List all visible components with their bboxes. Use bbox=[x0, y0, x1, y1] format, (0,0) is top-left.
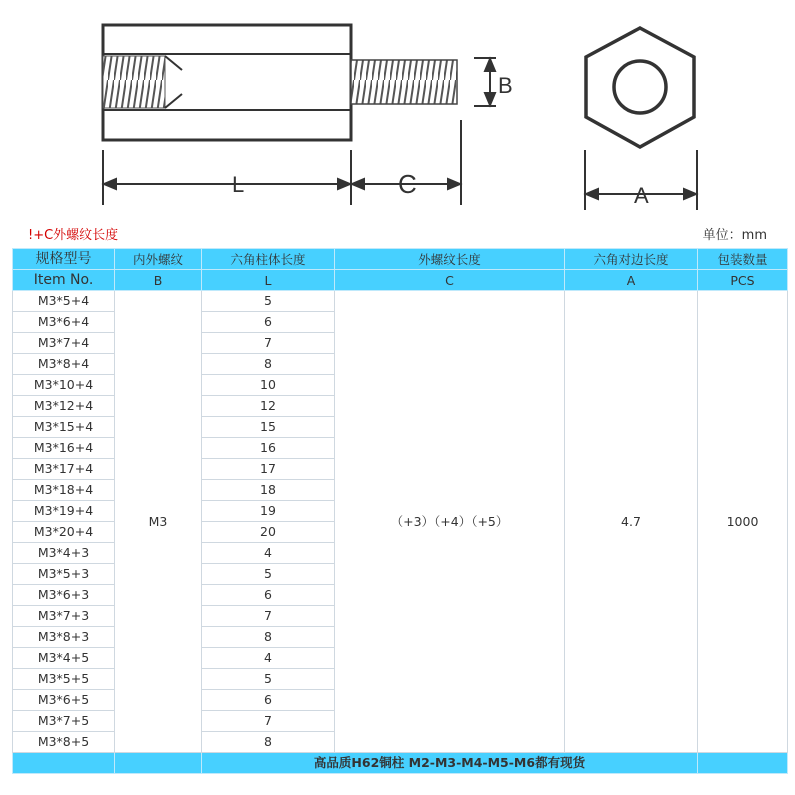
footer-pad-right bbox=[698, 753, 788, 774]
spacer-dimension-diagram bbox=[0, 0, 795, 222]
thread-length-note: !+C外螺纹长度 bbox=[28, 228, 119, 243]
length-cell: 8 bbox=[202, 354, 335, 375]
header-a-cn: 六角对边长度 bbox=[565, 249, 698, 270]
length-cell: 16 bbox=[202, 438, 335, 459]
table-row bbox=[13, 291, 788, 312]
item-no-cell: M3*8+3 bbox=[13, 627, 115, 648]
item-no-cell: M3*7+5 bbox=[13, 711, 115, 732]
item-no-cell: M3*5+5 bbox=[13, 669, 115, 690]
item-no-cell: M3*8+4 bbox=[13, 354, 115, 375]
length-cell: 18 bbox=[202, 480, 335, 501]
footer-pad-b bbox=[115, 753, 202, 774]
length-cell: 15 bbox=[202, 417, 335, 438]
header-pcs-en: PCS bbox=[698, 270, 788, 291]
length-cell: 5 bbox=[202, 669, 335, 690]
header-row-cn bbox=[13, 249, 788, 270]
header-row-en bbox=[13, 270, 788, 291]
footer-row bbox=[13, 753, 788, 774]
header-b-en: B bbox=[115, 270, 202, 291]
item-no-cell: M3*4+5 bbox=[13, 648, 115, 669]
length-cell: 8 bbox=[202, 732, 335, 753]
item-no-cell: M3*6+4 bbox=[13, 312, 115, 333]
pcs-cell: 1000 bbox=[698, 291, 788, 753]
label-A: A bbox=[634, 183, 649, 208]
length-cell: 19 bbox=[202, 501, 335, 522]
item-no-cell: M3*12+4 bbox=[13, 396, 115, 417]
label-C: C bbox=[398, 169, 417, 199]
length-cell: 10 bbox=[202, 375, 335, 396]
length-cell: 17 bbox=[202, 459, 335, 480]
item-no-cell: M3*8+5 bbox=[13, 732, 115, 753]
item-no-cell: M3*6+3 bbox=[13, 585, 115, 606]
length-cell: 6 bbox=[202, 312, 335, 333]
length-cell: 6 bbox=[202, 690, 335, 711]
external-thread bbox=[351, 60, 457, 104]
item-no-cell: M3*7+4 bbox=[13, 333, 115, 354]
item-no-cell: M3*10+4 bbox=[13, 375, 115, 396]
header-b-cn: 内外螺纹 bbox=[115, 249, 202, 270]
header-item-en: Item No. bbox=[13, 270, 115, 291]
length-cell: 4 bbox=[202, 648, 335, 669]
length-cell: 5 bbox=[202, 564, 335, 585]
length-cell: 12 bbox=[202, 396, 335, 417]
item-no-cell: M3*20+4 bbox=[13, 522, 115, 543]
header-l-cn: 六角柱体长度 bbox=[202, 249, 335, 270]
length-cell: 7 bbox=[202, 606, 335, 627]
item-no-cell: M3*4+3 bbox=[13, 543, 115, 564]
item-no-cell: M3*7+3 bbox=[13, 606, 115, 627]
footer-pad-left bbox=[13, 753, 115, 774]
spec-table bbox=[12, 248, 788, 774]
header-l-en: L bbox=[202, 270, 335, 291]
header-c-cn: 外螺纹长度 bbox=[335, 249, 565, 270]
footer-note: 高品质H62铜柱 M2-M3-M4-M5-M6都有现货 bbox=[202, 753, 698, 774]
item-no-cell: M3*6+5 bbox=[13, 690, 115, 711]
hex-width-cell: 4.7 bbox=[565, 291, 698, 753]
thread-length-cell: （+3）（+4）（+5） bbox=[335, 291, 565, 753]
item-no-cell: M3*17+4 bbox=[13, 459, 115, 480]
hex-body-side-view bbox=[103, 25, 351, 140]
header-pcs-cn: 包装数量 bbox=[698, 249, 788, 270]
inner-thread-cell: M3 bbox=[115, 291, 202, 753]
item-no-cell: M3*15+4 bbox=[13, 417, 115, 438]
header-c-en: C bbox=[335, 270, 565, 291]
unit-note: 单位：mm bbox=[702, 228, 767, 243]
length-cell: 5 bbox=[202, 291, 335, 312]
item-no-cell: M3*5+4 bbox=[13, 291, 115, 312]
item-no-cell: M3*19+4 bbox=[13, 501, 115, 522]
length-cell: 7 bbox=[202, 711, 335, 732]
header-a-en: A bbox=[565, 270, 698, 291]
spec-table-body bbox=[13, 291, 788, 753]
header-item-cn: 规格型号 bbox=[13, 249, 115, 270]
item-no-cell: M3*5+3 bbox=[13, 564, 115, 585]
item-no-cell: M3*16+4 bbox=[13, 438, 115, 459]
length-cell: 4 bbox=[202, 543, 335, 564]
item-no-cell: M3*18+4 bbox=[13, 480, 115, 501]
length-cell: 6 bbox=[202, 585, 335, 606]
length-cell: 20 bbox=[202, 522, 335, 543]
length-cell: 7 bbox=[202, 333, 335, 354]
hex-end-view bbox=[586, 28, 694, 147]
length-cell: 8 bbox=[202, 627, 335, 648]
label-L: L bbox=[232, 172, 245, 197]
label-B: B bbox=[498, 73, 513, 98]
